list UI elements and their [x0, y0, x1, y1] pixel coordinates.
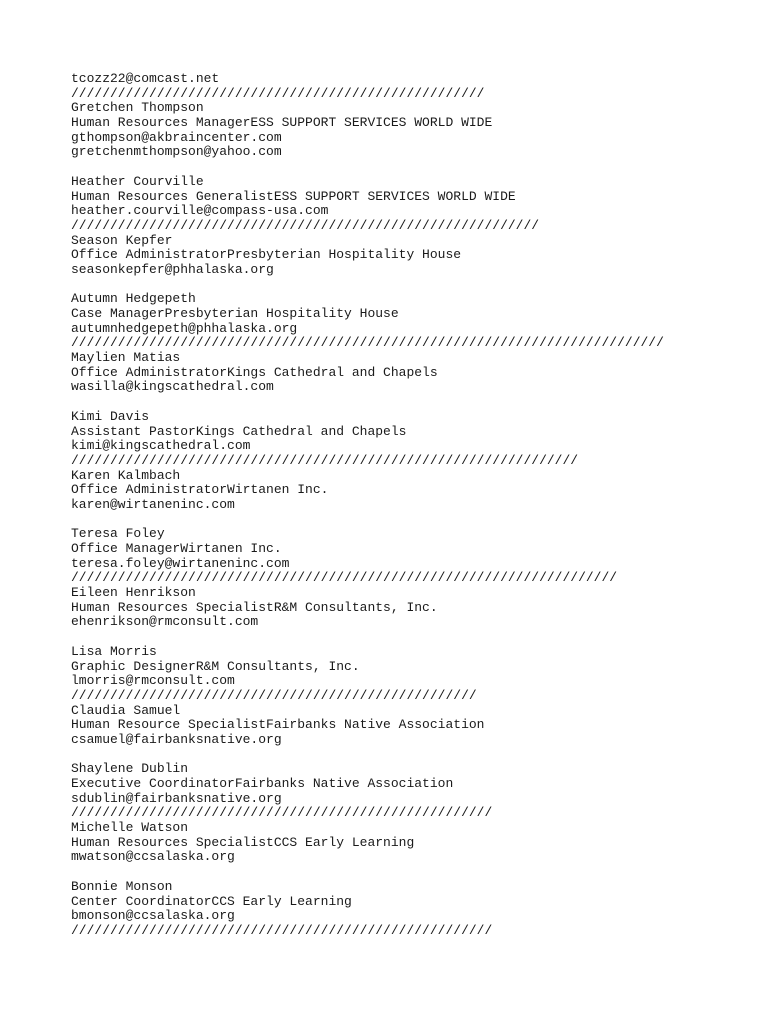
email-line: lmorris@rmconsult.com [71, 673, 235, 689]
email-line: heather.courville@compass-usa.com [71, 203, 329, 219]
text-line: Human Resources SpecialistR&M Consultants, Inc. [71, 599, 438, 615]
email-line: seasonkepfer@phhalaska.org [71, 261, 274, 277]
text-line: Human Resources ManagerESS SUPPORT SERVICES WORLD WIDE [71, 115, 493, 131]
text-line: Human Resources SpecialistCCS Early Learning [71, 834, 415, 850]
email-line: teresa.foley@wirtaneninc.com [71, 555, 290, 571]
email-line: ehenrikson@rmconsult.com [71, 614, 259, 630]
text-line: Teresa Foley [71, 526, 165, 542]
text-line: Shaylene Dublin [71, 761, 189, 777]
text-line: Michelle Watson [71, 820, 189, 836]
text-line: Assistant PastorKings Cathedral and Chapels [71, 423, 407, 439]
blank-line [71, 278, 731, 293]
text-line: Season Kepfer [71, 232, 173, 248]
email-line: sdublin@fairbanksnative.org [71, 790, 282, 806]
email-line: bmonson@ccsalaska.org [71, 908, 235, 924]
text-line: Office ManagerWirtanen Inc. [71, 541, 282, 556]
blank-line [71, 748, 731, 763]
blank-line [71, 865, 731, 880]
document-text [71, 72, 731, 939]
text-line: Graphic DesignerR&M Consultants, Inc. [71, 658, 360, 674]
blank-line [71, 160, 731, 175]
email-line: autumnhedgepeth@phhalaska.org [71, 320, 298, 336]
email-line: gthompson@akbraincenter.com [71, 129, 282, 145]
text-line: Eileen Henrikson [71, 585, 196, 601]
text-line: Human Resource SpecialistFairbanks Native Association [71, 717, 485, 733]
text-line: Claudia Samuel [71, 702, 181, 718]
separator-line: ///////////////////////////////////////////////////// [71, 85, 485, 101]
text-line: Case ManagerPresbyterian Hospitality House [71, 306, 399, 321]
blank-line [71, 395, 731, 410]
text-line: Executive CoordinatorFairbanks Native Association [71, 776, 454, 791]
text-line: Maylien Matias [71, 350, 181, 366]
blank-line [71, 630, 731, 645]
email-line: csamuel@fairbanksnative.org [71, 731, 282, 747]
separator-line: //////////////////////////////////////////////////// [71, 687, 477, 703]
text-line: Office AdministratorKings Cathedral and Chapels [71, 364, 438, 380]
blank-line [71, 513, 731, 528]
text-line: Lisa Morris [71, 643, 157, 659]
separator-line: //////////////////////////////////////////////////////////// [71, 217, 540, 233]
text-line: Office AdministratorPresbyterian Hospitality House [71, 247, 462, 263]
email-line: tcozz22@comcast.net [71, 71, 220, 86]
text-line: Gretchen Thompson [71, 100, 204, 116]
email-line: mwatson@ccsalaska.org [71, 849, 235, 865]
email-line: wasilla@kingscathedral.com [71, 379, 274, 395]
separator-line: ////////////////////////////////////////////////////// [71, 922, 493, 938]
text-line: Kimi Davis [71, 408, 150, 424]
email-line: gretchenmthompson@yahoo.com [71, 144, 282, 160]
separator-line: ////////////////////////////////////////////////////// [71, 805, 493, 821]
separator-line: ///////////////////////////////////////////////////////////////// [71, 452, 579, 468]
text-line: Office AdministratorWirtanen Inc. [71, 482, 329, 498]
separator-line: //////////////////////////////////////////////////////////////////////////// [71, 335, 664, 351]
text-line: Human Resources GeneralistESS SUPPORT SERVICES WORLD WIDE [71, 188, 516, 204]
text-line: Center CoordinatorCCS Early Learning [71, 893, 352, 909]
separator-line: ////////////////////////////////////////////////////////////////////// [71, 570, 618, 586]
email-line: kimi@kingscathedral.com [71, 438, 251, 454]
text-line: Autumn Hedgepeth [71, 291, 196, 307]
text-line: Karen Kalmbach [71, 467, 181, 483]
text-line: Heather Courville [71, 173, 204, 189]
email-line: karen@wirtaneninc.com [71, 496, 235, 512]
text-line: Bonnie Monson [71, 878, 173, 894]
